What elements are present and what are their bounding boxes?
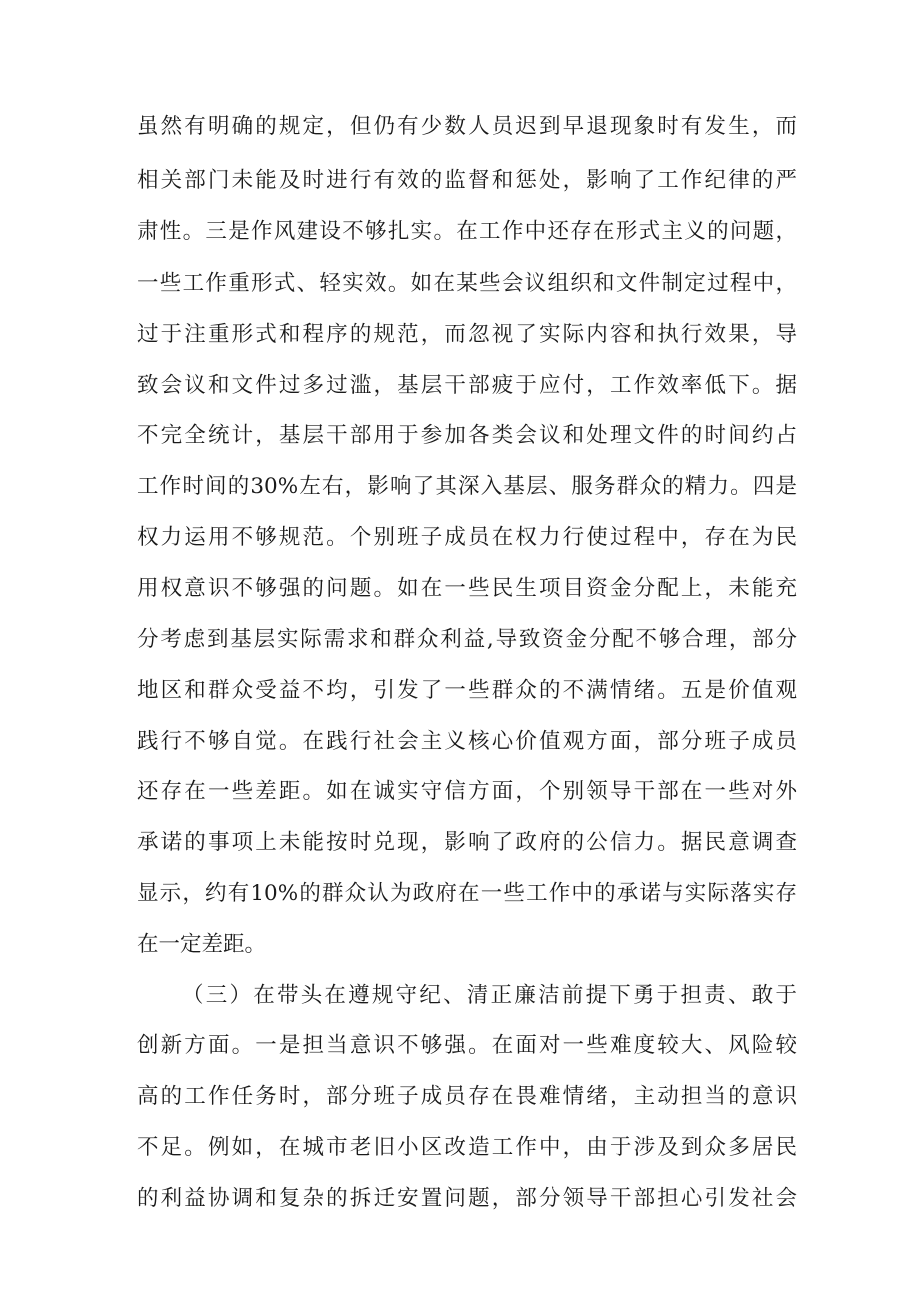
- text-line: 创新方面。一是担当意识不够强。在面对一些难度较大、风险较: [137, 1033, 797, 1058]
- text-line: 权力运用不够规范。个别班子成员在权力行使过程中，存在为民: [137, 525, 797, 550]
- text-line: 虽然有明确的规定，但仍有少数人员迟到早退现象时有发生，而: [137, 114, 797, 139]
- text-line: 不足。例如，在城市老旧小区改造工作中，由于涉及到众多居民: [137, 1135, 797, 1160]
- text-line: 肃性。三是作风建设不够扎实。在工作中还存在形式主义的问题，: [137, 219, 797, 244]
- text-line: 分考虑到基层实际需求和群众利益,导致资金分配不够合理，部分: [137, 627, 797, 652]
- text-line: 的利益协调和复杂的拆迁安置问题，部分领导干部担心引发社会: [137, 1186, 797, 1211]
- text-line: 地区和群众受益不均，引发了一些群众的不满情绪。五是价值观: [137, 678, 797, 703]
- text-line: 一些工作重形式、轻实效。如在某些会议组织和文件制定过程中，: [137, 271, 797, 296]
- section-heading-line: （三）在带头在遵规守纪、清正廉洁前提下勇于担责、敢于: [182, 983, 797, 1008]
- text-line: 致会议和文件过多过滥，基层干部疲于应付，工作效率低下。据: [137, 373, 797, 398]
- text-line: 在一定差距。: [137, 932, 267, 957]
- text-line: 高的工作任务时，部分班子成员存在畏难情绪，主动担当的意识: [137, 1084, 797, 1109]
- text-line: 还存在一些差距。如在诚实守信方面，个别领导干部在一些对外: [137, 779, 797, 804]
- text-line: 显示，约有10%的群众认为政府在一些工作中的承诺与实际落实存: [137, 881, 797, 906]
- text-line: 相关部门未能及时进行有效的监督和惩处，影响了工作纪律的严: [137, 168, 797, 193]
- text-line: 践行不够自觉。在践行社会主义核心价值观方面，部分班子成员: [137, 729, 797, 754]
- text-line: 承诺的事项上未能按时兑现，影响了政府的公信力。据民意调查: [137, 830, 797, 855]
- text-line: 不完全统计，基层干部用于参加各类会议和处理文件的时间约占: [137, 423, 797, 448]
- text-line: 工作时间的30%左右，影响了其深入基层、服务群众的精力。四是: [137, 474, 797, 499]
- text-line: 用权意识不够强的问题。如在一些民生项目资金分配上，未能充: [137, 576, 797, 601]
- text-line: 过于注重形式和程序的规范，而忽视了实际内容和执行效果，导: [137, 322, 797, 347]
